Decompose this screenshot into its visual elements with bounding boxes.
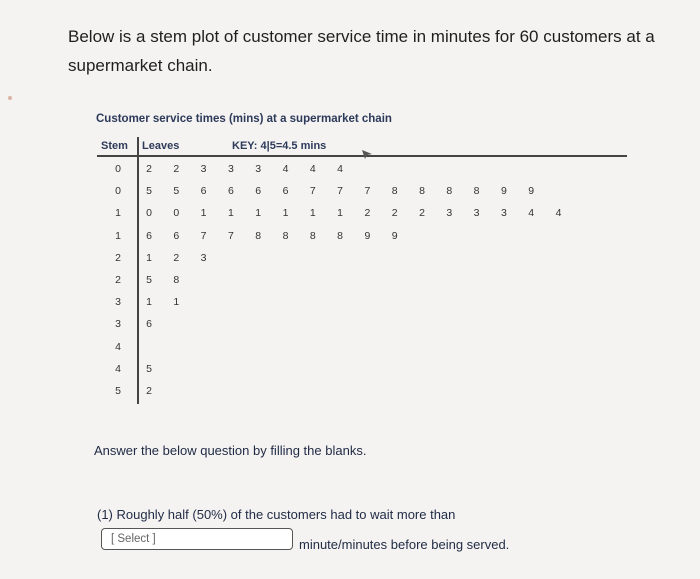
leaf-value: 7: [364, 185, 371, 198]
leaf-value: 1: [146, 251, 152, 264]
leaf-value: 6: [200, 185, 207, 198]
leaf-value: 6: [255, 185, 262, 198]
leaf-value: 4: [528, 207, 535, 220]
leaf-value: 3: [200, 251, 207, 264]
leaf-value: 9: [528, 185, 535, 198]
leaf-value: 0: [146, 207, 152, 220]
leaf-value: 9: [500, 185, 507, 198]
question-text: Below is a stem plot of customer service time in minutes for 60 customers at a supermarket chain.: [68, 27, 655, 75]
stem-value: 3: [115, 318, 121, 331]
leaf-value: 8: [446, 185, 453, 198]
sub-question-suffix: minute/minutes before being served.: [299, 537, 510, 552]
leaf-value: 2: [391, 207, 398, 220]
leaf-value: 6: [146, 318, 152, 331]
leaf-value: 8: [173, 274, 180, 286]
stem-value: 4: [115, 362, 121, 375]
leaf-value: 7: [309, 185, 316, 198]
select-placeholder: [ Select ]: [111, 533, 156, 545]
leaf-value: 4: [337, 163, 344, 175]
leaf-value: 2: [173, 251, 180, 264]
leaf-value: 7: [337, 185, 344, 198]
leaf-value: 1: [282, 207, 289, 220]
leaf-value: 6: [282, 185, 289, 198]
leaf-value: 8: [255, 229, 262, 242]
leaf-value: 1: [173, 296, 180, 309]
leaf-value: 9: [391, 229, 398, 242]
leaf-value: 1: [309, 207, 316, 220]
sub-question-text: (1) Roughly half (50%) of the customers had to wait more than: [97, 507, 456, 522]
stem-value: 0: [115, 185, 121, 198]
leaf-value: 2: [364, 207, 371, 220]
leaf-value: 4: [282, 163, 289, 175]
leaf-value: 2: [146, 385, 152, 397]
stem-value: 4: [115, 340, 121, 353]
leaves-header: Leaves: [142, 140, 180, 152]
leaf-value: 8: [282, 229, 289, 242]
stem-plot-key: KEY: 4|5=4.5 mins: [232, 140, 327, 152]
leaf-value: 7: [200, 229, 207, 242]
leaf-value: 8: [419, 185, 425, 198]
leaf-value: 7: [227, 229, 234, 242]
stem-value: 0: [115, 163, 121, 175]
leaf-value: 3: [500, 207, 507, 220]
stem-value: 3: [115, 296, 121, 309]
leaf-value: 4: [309, 163, 316, 175]
leaf-value: 3: [227, 163, 234, 175]
leaf-value: 8: [391, 185, 398, 198]
leaf-value: 3: [473, 207, 480, 220]
leaf-value: 6: [146, 229, 152, 242]
stem-value: 1: [115, 229, 121, 242]
leaf-value: 1: [337, 207, 344, 220]
leaf-value: 8: [337, 229, 344, 242]
leaf-value: 8: [309, 229, 316, 242]
leaf-value: 6: [173, 229, 180, 242]
leaf-value: 8: [473, 185, 480, 198]
leaf-value: 1: [255, 207, 262, 220]
leaf-value: 1: [227, 207, 234, 220]
stem-plot-title: Customer service times (mins) at a supermarket chain: [96, 113, 392, 125]
stem-value: 2: [115, 274, 121, 286]
leaf-value: 2: [173, 163, 180, 175]
leaf-value: 1: [146, 296, 152, 309]
instruction-text: Answer the below question by filling the blanks.: [94, 443, 367, 458]
margin-dot: [8, 96, 12, 100]
leaf-value: 2: [419, 207, 425, 220]
stem-value: 2: [115, 251, 121, 264]
leaf-value: 3: [255, 163, 262, 175]
stem-value: 1: [115, 207, 121, 220]
leaf-value: 6: [227, 185, 234, 198]
leaf-value: 5: [146, 274, 152, 286]
mouse-cursor-icon: [361, 148, 373, 160]
leaf-value: 4: [555, 207, 562, 220]
leaf-value: 5: [173, 185, 180, 198]
leaf-value: 0: [173, 207, 180, 220]
leaf-value: 3: [200, 163, 207, 175]
stem-header: Stem: [101, 140, 128, 152]
stem-value: 5: [115, 385, 121, 397]
leaf-value: 2: [146, 163, 152, 175]
leaf-value: 3: [446, 207, 453, 220]
answer-select[interactable]: [101, 528, 293, 550]
leaf-value: 9: [364, 229, 371, 242]
leaf-value: 5: [146, 362, 152, 375]
stem-divider: [137, 137, 139, 404]
leaf-value: 5: [146, 185, 152, 198]
leaf-value: 1: [200, 207, 207, 220]
